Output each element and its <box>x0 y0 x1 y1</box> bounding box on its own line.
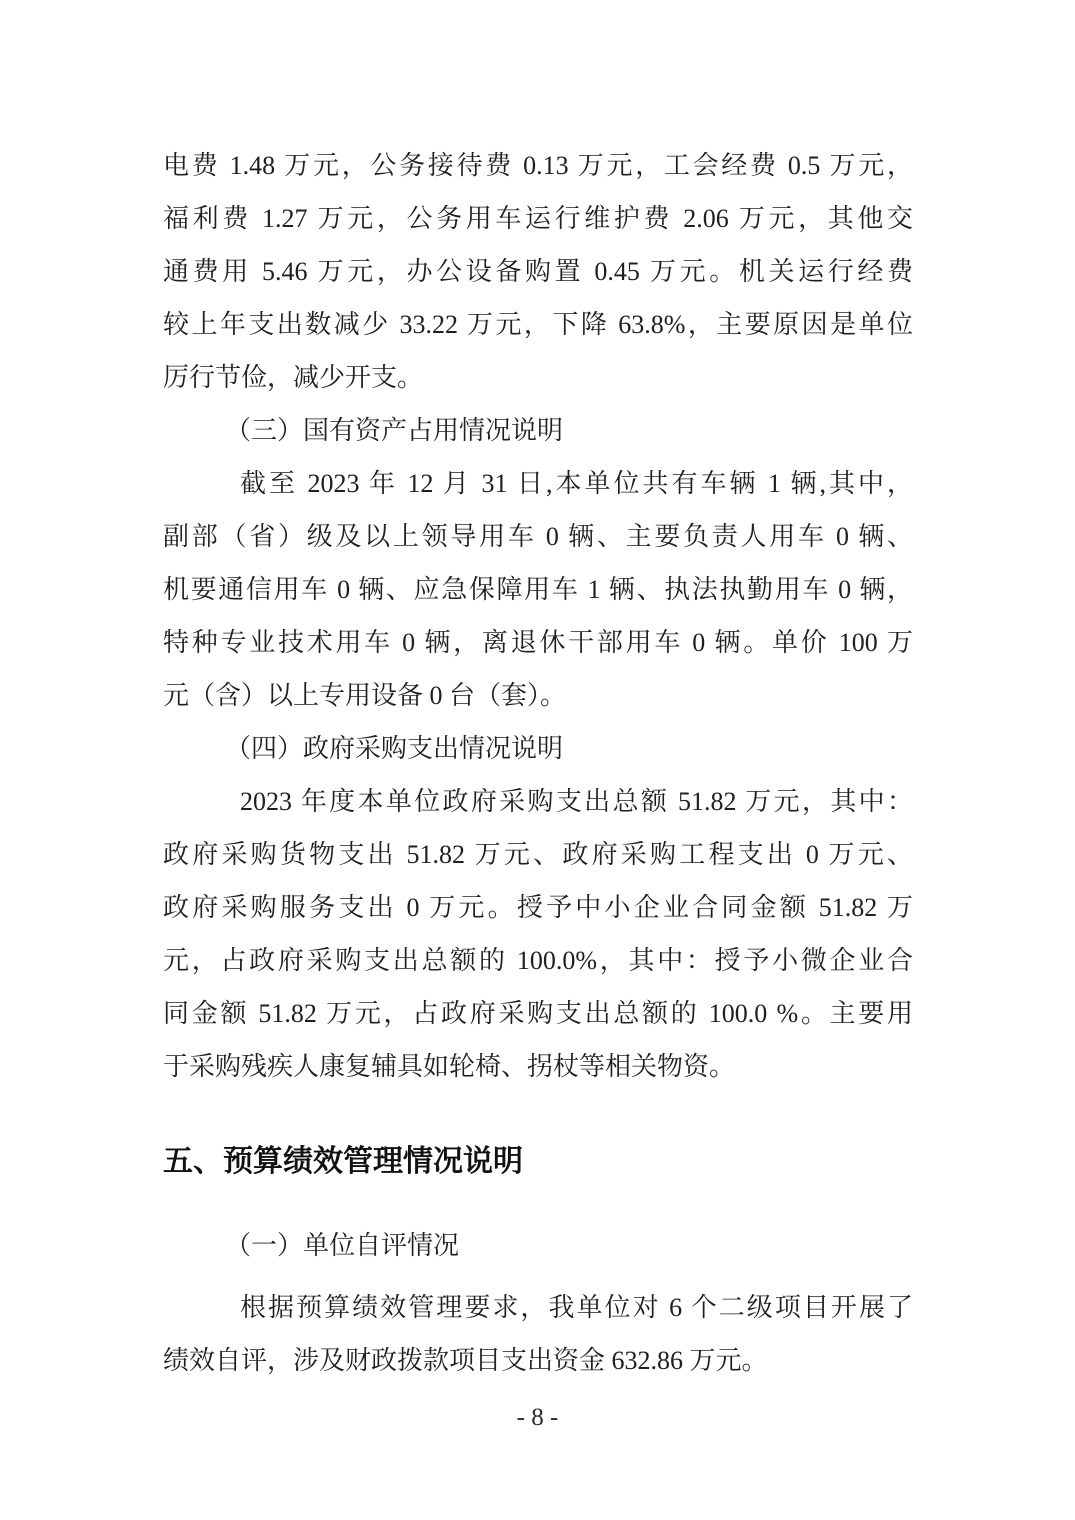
body-line: 机要通信用车 0 辆、应急保障用车 1 辆、执法执勤用车 0 辆， <box>163 575 913 604</box>
body-line: 于采购残疾人康复辅具如轮椅、拐杖等相关物资。 <box>163 1052 736 1081</box>
subsection-heading-procurement: （四）政府采购支出情况说明 <box>225 734 564 763</box>
body-line: 副部（省）级及以上领导用车 0 辆、主要负责人用车 0 辆、 <box>163 522 913 551</box>
body-line: 根据预算绩效管理要求，我单位对 6 个二级项目开展了 <box>240 1293 913 1322</box>
body-line: 政府采购服务支出 0 万元。授予中小企业合同金额 51.82 万 <box>163 893 913 922</box>
body-line: 厉行节俭，减少开支。 <box>163 363 424 392</box>
body-line: 特种专业技术用车 0 辆，离退休干部用车 0 辆。单价 100 万 <box>163 628 913 657</box>
subsection-heading-self-evaluation: （一）单位自评情况 <box>225 1231 460 1260</box>
body-line: 较上年支出数减少 33.22 万元，下降 63.8%，主要原因是单位 <box>163 310 913 339</box>
body-line: 通费用 5.46 万元，办公设备购置 0.45 万元。机关运行经费 <box>163 257 913 286</box>
body-line: 2023 年度本单位政府采购支出总额 51.82 万元，其中： <box>240 787 913 816</box>
body-line: 元，占政府采购支出总额的 100.0%，其中：授予小微企业合 <box>163 946 913 975</box>
body-line: 元（含）以上专用设备 0 台（套）。 <box>163 681 567 710</box>
body-line: 同金额 51.82 万元，占政府采购支出总额的 100.0 %。主要用 <box>163 999 913 1028</box>
body-line: 截至 2023 年 12 月 31 日,本单位共有车辆 1 辆,其中， <box>240 469 913 498</box>
body-line: 政府采购货物支出 51.82 万元、政府采购工程支出 0 万元、 <box>163 840 913 869</box>
section-heading-budget-performance: 五、预算绩效管理情况说明 <box>163 1145 523 1178</box>
body-line: 福利费 1.27 万元，公务用车运行维护费 2.06 万元，其他交 <box>163 204 913 233</box>
page-content <box>163 139 913 1387</box>
subsection-heading-state-assets: （三）国有资产占用情况说明 <box>225 416 564 445</box>
body-line: 电费 1.48 万元，公务接待费 0.13 万元，工会经费 0.5 万元， <box>163 151 913 180</box>
page-number: - 8 - <box>516 1404 559 1431</box>
body-line: 绩效自评，涉及财政拨款项目支出资金 632.86 万元。 <box>163 1346 768 1375</box>
